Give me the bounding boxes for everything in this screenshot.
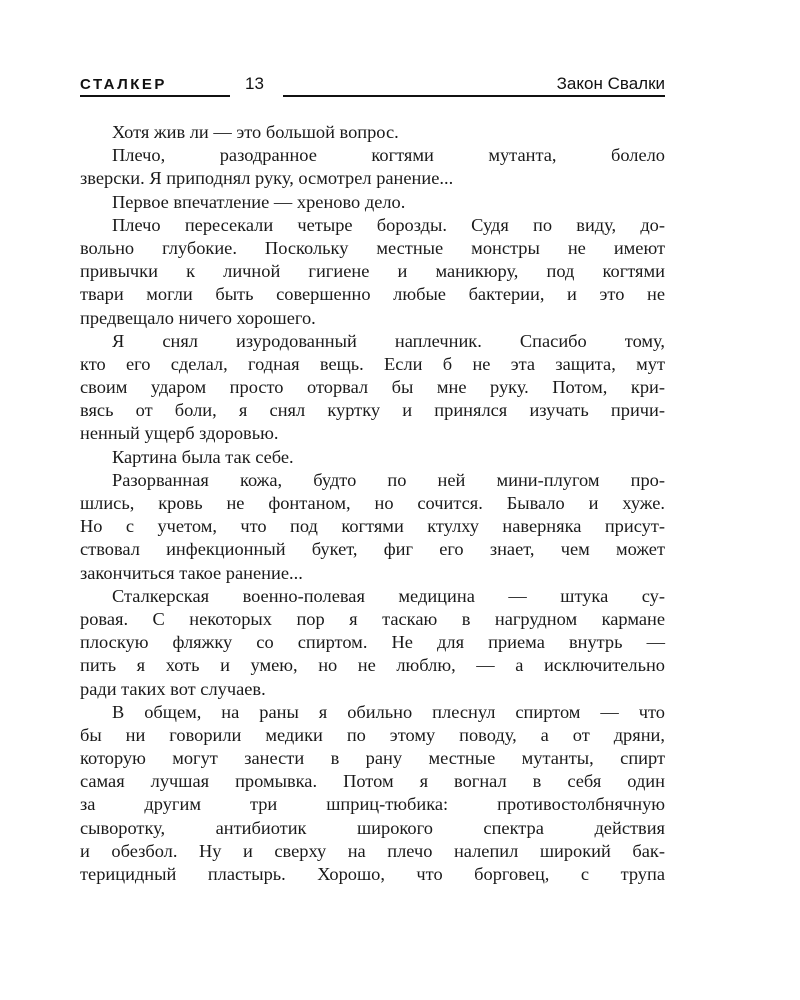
- text-line: Разорванная кожа, будто по ней мини-плугом про-: [112, 469, 665, 490]
- text-line: вясь от боли, я снял куртку и принялся изучать причи-: [80, 400, 665, 421]
- header-rule-right: [283, 95, 665, 97]
- text-line: Картина была так себе.: [112, 446, 294, 467]
- text-line: ненный ущерб здоровью.: [80, 423, 279, 444]
- text-line: Но с учетом, что под когтями ктулху наверняка присут-: [80, 516, 665, 537]
- text-line: сыворотку, антибиотик широкого спектра действия: [80, 817, 665, 838]
- text-line: Плечо, разодранное когтями мутанта, болело: [112, 145, 665, 166]
- text-line: самая лучшая промывка. Потом я вогнал в себя один: [80, 771, 665, 792]
- book-title: Закон Свалки: [556, 74, 665, 93]
- text-line: и обезбол. Ну и сверху на плечо налепил широкий бак-: [80, 840, 665, 861]
- text-line: бы ни говорили медики по этому поводу, а от дряни,: [80, 724, 665, 745]
- text-line: плоскую фляжку со спиртом. Не для приема внутрь —: [80, 632, 665, 653]
- text-line: предвещало ничего хорошего.: [80, 307, 316, 328]
- text-line: закончиться такое ранение...: [80, 562, 303, 583]
- text-line: В общем, на раны я обильно плеснул спиртом — что: [112, 701, 665, 722]
- text-line: за другим три шприц-тюбика: противостолбнячную: [80, 794, 665, 815]
- body-text: [80, 121, 665, 886]
- running-header: [80, 72, 665, 98]
- text-line: терицидный пластырь. Хорошо, что борговец, с трупа: [80, 864, 665, 884]
- text-line: твари могли быть совершенно любые бактерии, и это не: [80, 284, 665, 305]
- text-line: ровая. С некоторых пор я таскаю в нагрудном кармане: [80, 608, 665, 629]
- text-line: Я снял изуродованный наплечник. Спасибо тому,: [112, 330, 665, 351]
- text-line: кто его сделал, годная вещь. Если б не эта защита, мут: [80, 353, 665, 374]
- text-line: ствовал инфекционный букет, фиг его знает, чем может: [80, 539, 665, 560]
- text-line: своим ударом просто оторвал бы мне руку. Потом, кри-: [80, 377, 665, 398]
- header-rule-left: [80, 95, 230, 97]
- text-line: Первое впечатление — хреново дело.: [112, 191, 406, 212]
- text-line: Сталкерская военно-полевая медицина — штука су-: [112, 585, 665, 606]
- text-line: Плечо пересекали четыре борозды. Судя по виду, до-: [112, 214, 665, 235]
- text-line: ради таких вот случаев.: [80, 678, 266, 699]
- text-line: которую могут занести в рану местные мутанты, спирт: [80, 748, 665, 769]
- text-line: привычки к личной гигиене и маникюру, под когтями: [80, 261, 665, 282]
- text-line: Хотя жив ли — это большой вопрос.: [112, 122, 399, 142]
- text-line: пить я хоть и умею, но не люблю, — а исключительно: [80, 655, 665, 676]
- series-title: СТАЛКЕР: [80, 76, 167, 93]
- text-line: шлись, кровь не фонтаном, но сочится. Бывало и хуже.: [80, 493, 665, 513]
- page-number: 13: [245, 74, 264, 93]
- text-line: зверски. Я приподнял руку, осмотрел ранение...: [80, 168, 454, 189]
- text-line: вольно глубокие. Поскольку местные монстры не имеют: [80, 237, 665, 258]
